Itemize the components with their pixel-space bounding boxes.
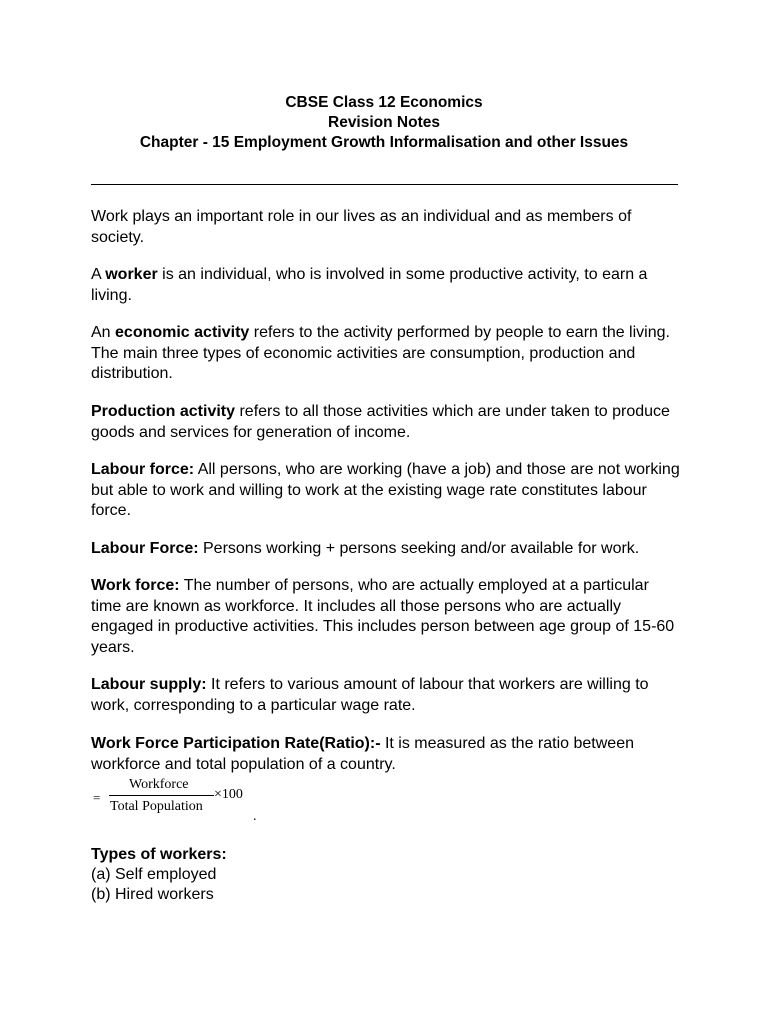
paragraph-worker	[91, 265, 681, 306]
paragraph-labour-force-formula	[91, 539, 681, 560]
paragraph-work-force	[91, 576, 681, 658]
paragraph-participation-rate	[91, 734, 681, 775]
chapter-title: Chapter - 15 Employment Growth Informalisation and other Issues	[139, 134, 629, 151]
paragraph-labour-force	[91, 460, 681, 522]
term-economic-activity: economic activity	[115, 324, 250, 341]
term-work-force: Work force:	[91, 577, 180, 594]
term-labour-supply: Labour supply:	[91, 676, 207, 693]
paragraph-text: is an individual, who is involved in some productive activity, to earn a living.	[91, 266, 648, 304]
workers-heading: Types of workers:	[91, 846, 227, 863]
participation-rate-formula	[91, 775, 291, 823]
term-production-activity: Production activity	[91, 403, 236, 420]
paragraph-text: Work plays an important role in our lives as an individual and as members of society.	[91, 208, 632, 246]
term-labour-force: Labour force:	[91, 461, 195, 478]
formula-denominator: Total Population	[110, 799, 203, 814]
paragraph-text: refers to the activity performed by people to earn the living. The main three types of economic activities are consumption, production and distribution.	[91, 324, 670, 382]
horizontal-rule	[91, 184, 678, 185]
paragraph-lead: A	[91, 266, 106, 283]
document-header	[0, 93, 768, 153]
paragraph-text: All persons, who are working (have a job) and those are not working but able to work and willing to work at the existing wage rate constitutes labour force.	[91, 461, 680, 519]
paragraph-labour-supply	[91, 675, 681, 716]
paragraph-text: It refers to various amount of labour that workers are willing to work, corresponding to a particular wage rate.	[91, 676, 649, 714]
fraction-bar	[109, 795, 214, 796]
paragraph-lead: An	[91, 324, 116, 341]
paragraph-text: Persons working + persons seeking and/or available for work.	[198, 540, 640, 557]
formula-equals: =	[93, 790, 101, 805]
header-title: CBSE Class 12 Economics	[285, 94, 483, 111]
paragraph-production-activity	[91, 402, 681, 443]
paragraph-economic-activity	[91, 323, 681, 385]
formula-numerator: Workforce	[129, 777, 189, 792]
term-participation-rate: Work Force Participation Rate(Ratio):-	[91, 735, 381, 752]
term-worker: worker	[105, 266, 158, 283]
paragraph-work-role	[91, 207, 681, 248]
formula-trailing-dot: .	[253, 809, 257, 824]
list-item: (b) Hired workers	[91, 886, 214, 903]
formula-multiplier: ×100	[214, 787, 243, 802]
paragraph-text: The number of persons, who are actually employed at a particular time are known as workforce. It includes all those persons who are actually engaged in productive activities. This includes person between age group of 15-60 years.	[91, 577, 675, 656]
header-subtitle: Revision Notes	[328, 114, 440, 131]
paragraph-text: It is measured as the ratio between workforce and total population of a country.	[91, 735, 634, 773]
term-labour-force-alt: Labour Force:	[91, 540, 199, 557]
paragraph-text: refers to all those activities which are under taken to produce goods and services for generation of income.	[91, 403, 670, 441]
list-item: (a) Self employed	[91, 866, 217, 883]
